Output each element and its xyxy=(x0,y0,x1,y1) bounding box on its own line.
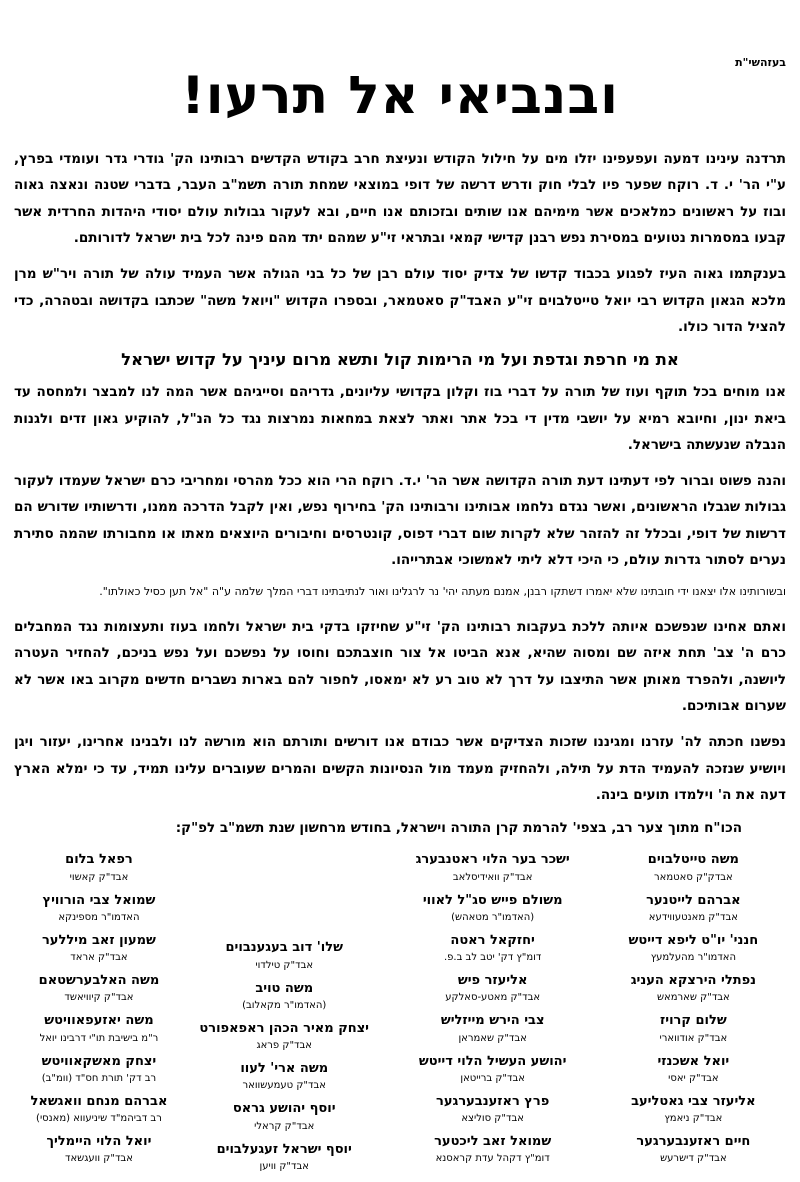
signatory-title: אבד"ק מאנטעווידעא xyxy=(648,911,738,923)
signatory-title: האדמו"ר מהעלמעץ xyxy=(650,952,737,963)
signatory-name: אליעזר פיש xyxy=(457,973,528,988)
signatory-title: דומ"ץ דק' יטב לב ב.פ. xyxy=(443,952,542,963)
paragraph-2: בענקתמו גאוה העיז לפגוע בכבוד קדשו של צדיק יסוד עולם רבן של כל בני הגולה אשר העמיד עולה של תורה ויר"ש מרן מלכא הגאון הקדוש רבי יואל טייטלבוים זי"ע האבד"ק סאטמאר, ובספרו הקדוש "ויואל משה" שכתבו בקדושה ובטהרה, כדי להציל הדור כולו. xyxy=(14,266,786,335)
signatory-title: אבד"ק קיוויאשד xyxy=(64,992,134,1004)
signatory-title: אבד"ק ניאמץ xyxy=(664,1113,723,1124)
signature-entry xyxy=(184,981,385,1012)
signatory-name: משה יאזעפאוויטש xyxy=(44,1013,154,1029)
signature-entry xyxy=(14,893,184,924)
signature-column-3 xyxy=(184,852,385,1182)
signatory-name: יוסף ישראל זעגעלבוים xyxy=(216,1141,352,1157)
signature-entry xyxy=(14,933,184,964)
signatory-title: (האדמו"ר מטאהש) xyxy=(451,911,535,923)
signatory-title: אבדק"ק סאטמאר xyxy=(654,871,733,883)
signature-entry xyxy=(601,1134,786,1165)
signature-entry xyxy=(184,1142,385,1173)
signature-entry xyxy=(385,933,601,964)
signatory-name: אברהם לייטנער xyxy=(646,892,741,908)
paragraph-5-small: ובשורותינו אלו יצאנו ידי חובתינו שלא יאמרו דשתקו רבנן, אמנם מעתה יהי' נר לרגלינו ואור לנתיבתינו דברי המלך שלמה ע"ה "אל תען כסיל כאולתו". xyxy=(99,585,786,599)
signature-entry xyxy=(601,973,786,1004)
signature-entry xyxy=(601,1094,786,1125)
signatory-name: משולם פייש סג"ל לאווי xyxy=(422,892,563,908)
signature-entry xyxy=(184,940,385,971)
signatory-name: חנני' יו"ט ליפא דייטש xyxy=(628,932,759,948)
blessing-corner-text: בעזהשי"ת xyxy=(735,56,786,69)
signatory-title: אבד"ק טילדוי xyxy=(255,959,314,971)
signatory-name: משה טייטלבוים xyxy=(647,852,739,868)
signatory-name: יצחק מאשקאוויטש xyxy=(41,1053,157,1069)
paragraph-4: והנה פשוט וברור לפי דעתינו דעת תורה הקדושה אשר הר' י.ד. רוקח הרי הוא ככל מהרסי ומחריבי כרם ישראל שעמדו לעקור גבולות שגבלו הראשונים, ואשר נגדם נלחמו אבותינו ורבותינו הק' בחירוף נפש, ואין לקבל הדרכה ממנו, ודרשותיו שדורש הם דרשות של דופי, ובכלל זה להזהר שלא לקרות שום דברי דפוס, קונטרסים וחיבורים היוצאים מאתו או מחבורתו שהמה סתירת נערים לסתור גדרות עולם, כי היכי דלא ליתי לאמשוכי אבתרייהו. xyxy=(14,473,786,569)
signatory-name: נפתלי הירצקא העניג xyxy=(630,973,757,988)
signatory-name: משה טויב xyxy=(255,980,314,996)
signature-entry xyxy=(14,1013,184,1044)
signatory-name: שמעון זאב מיללער xyxy=(41,932,156,948)
signatory-name: שלו' דוב בעגענבוים xyxy=(225,940,343,956)
emphasis-line: את מי חרפת וגדפת ועל מי הרימות קול ותשא מרום עיניך על קדוש ישראל xyxy=(121,350,679,370)
signatory-title: אבד"ק ברייטאן xyxy=(460,1072,525,1084)
signature-column-4 xyxy=(14,852,184,1174)
signatory-name: רפאל בלום xyxy=(65,852,133,868)
signature-entry xyxy=(385,893,601,924)
signature-entry xyxy=(14,1054,184,1085)
signature-entry xyxy=(385,973,601,1004)
signatory-name: אברהם מנחם וואגשאל xyxy=(30,1093,168,1109)
signature-entry xyxy=(385,1094,601,1125)
signatory-title: ר"מ בישיבת תו"י דרבינו יואל xyxy=(39,1032,159,1044)
signatory-title: דומ"ץ דקהל עדת קראסנא xyxy=(435,1153,550,1165)
signatory-title: אבד"ק מאטע-סאלקע xyxy=(445,992,541,1004)
signatory-name: יואל הלוי היימליך xyxy=(46,1134,152,1149)
signature-entry xyxy=(184,1101,385,1132)
signatory-title: האדמו"ר מספינקא xyxy=(58,911,140,923)
signatory-name: יחזקאל ראטה xyxy=(450,932,535,948)
signature-entry xyxy=(184,1021,385,1052)
signatory-title: אבד"ק שארמאש xyxy=(656,992,730,1004)
signatory-name: יוסף יהושע גראס xyxy=(232,1101,336,1117)
signature-entry xyxy=(184,1061,385,1092)
signatory-title: אבד"ק דישרעש xyxy=(660,1153,727,1165)
signatory-name: ישכר בער הלוי ראטנבערג xyxy=(415,852,570,868)
signature-column-2 xyxy=(385,852,601,1174)
paragraph-7: נפשנו חכתה לה' עזרנו ומגיננו שזכות הצדיקים אשר כבודם אנו דורשים ותורתם הוא מורשה לנו ולבנינו אחרינו, יעזור ויגן ויושיע שנזכה להעמיד הדת על תילה, ולהחזיק מעמד מול הנסיונות הקשים והמרים שעוברים עלינו תמיד, עד כי ימלא הארץ דעה את ה' וילמדו תועים בינה. xyxy=(14,734,786,803)
signature-entry xyxy=(601,1013,786,1044)
signature-entry xyxy=(601,852,786,883)
signatory-name: אליעזר צבי גאטליעב xyxy=(631,1093,756,1109)
paragraph-6: ואתם אחינו שנפשכם איותה ללכת בעקבות רבותינו הק' זי"ע שחיזקו בדקי בית ישראל ולחמו בעוז ותעצומות נגד המחבלים כרם ה' צב' תחת איזה שם ומסוה שהיא, אנא הביטו אל צור חוצבתכם וחוסו על נפשכם ועל נפש בניכם, להחזיר העטרה ליושנה, ולהפרד מאותן אשר התיצבו על דרך לא טוב רע לא ימאסו, לחפור להם בארות נשברים חדשים מקרוב באו אשר לא שערום אבותיכם. xyxy=(14,619,786,714)
signatory-name: שלום קרויז xyxy=(660,1013,727,1029)
signing-line: הכו"ח מתוך צער רב, בצפי' להרמת קרן התורה וישראל, בחודש מרחשון שנת תשמ"ב לפ"ק: xyxy=(175,820,742,837)
signatory-title: רב דביהמ"ד שיניעווא (מאנסי) xyxy=(36,1113,162,1124)
signature-entry xyxy=(14,852,184,883)
signatory-title: אבד"ק פראג xyxy=(256,1040,312,1051)
signatory-name: משה ארי' לעוו xyxy=(240,1061,329,1076)
signatory-name: שמואל צבי הורוויץ xyxy=(42,892,156,908)
signatory-title: (האדמו"ר מקאלוב) xyxy=(242,999,327,1011)
signatory-title: אבד"ק וועגשאד xyxy=(65,1153,133,1165)
signature-entry xyxy=(14,1134,184,1165)
paragraph-3: אנו מוחים בכל תוקף ועוז של תורה על דברי בוז וקלון בקדושי עליונים, גדריהם וסייגיהם אשר המה לנו למבצר ולמחסה עד ביאת ינון, וחיובא רמיא על יושבי מדין די בכל אתר ואתר לצאת במחאות נמרצות נגד כל הנ"ל, להוקיע גאון זדים ולגנות הנבלה שנעשתה בישראל. xyxy=(14,384,786,453)
signatory-name: יואל אשכנזי xyxy=(657,1053,730,1069)
signature-entry xyxy=(385,1013,601,1044)
signature-entry xyxy=(385,1054,601,1085)
page-title: ובנביאי אל תרעו! xyxy=(181,66,619,126)
signature-entry xyxy=(601,893,786,924)
signatory-title: אבד"ק סוליצא xyxy=(461,1113,524,1124)
signatory-title: אבד"ק קראלי xyxy=(254,1120,315,1132)
signature-entry xyxy=(601,1054,786,1085)
signatory-name: פרץ ראזענבערגער xyxy=(436,1093,550,1109)
signature-entry xyxy=(14,973,184,1004)
signatory-name: משה האלבערשטאם xyxy=(38,973,160,988)
paragraph-1: תרדנה עינינו דמעה ועפעפינו יזלו מים על חילול הקודש ונעיצת חרב בקודש הקדשים רבותינו הק' גודרי גדר ועומדי בפרץ, ע"י הר' י. ד. רוקח שפער פיו לבלי חוק ודרש דרשה של דופי במוצאי שמחת תורה תשמ"ב העבר, בדברי שטנה ונאצה גאוה ובוז על ראשונים כמלאכים אשר מימיהם אנו שותים ובזכותם אנו חיים, ובא לעקור גבולות עולם יסודי היהדות החרדית אשר קבעו במסמרות נטועים במסירת נפש רבנן קדישי קמאי ובתראי זי"ע שמהם יתד מהם פינה לכל בית ישראל לדורותם. xyxy=(14,151,786,246)
signatory-title: אבד"ק טעמעשוואר xyxy=(242,1080,326,1092)
signature-entry xyxy=(385,852,601,883)
signature-entry xyxy=(385,1134,601,1165)
signatory-title: אבד"ק וואידיסלאב xyxy=(452,871,533,883)
signatory-name: יצחק מאיר הכהן ראפאפורט xyxy=(199,1020,370,1036)
signatory-title: אבד"ק אודווארי xyxy=(659,1032,728,1044)
signature-entry xyxy=(601,933,786,964)
signatory-title: אבד"ק יאסי xyxy=(668,1072,719,1084)
signatures-block xyxy=(14,852,786,1182)
signatory-name: יהושע העשיל הלוי דייטש xyxy=(418,1053,567,1069)
signatory-title: אבד"ק וויען xyxy=(259,1160,309,1172)
signatory-title: רב דק' תורת חס"ד (וומ"ב) xyxy=(41,1072,157,1084)
signature-column-1 xyxy=(601,852,786,1174)
signatory-title: אבד"ק אראד xyxy=(70,952,128,963)
signatory-name: חיים ראזענבערגער xyxy=(636,1134,751,1149)
signature-entry xyxy=(14,1094,184,1125)
signatory-name: שמואל זאב ליכטער xyxy=(434,1134,552,1149)
signatory-name: צבי הירש מייזליש xyxy=(440,1013,545,1029)
signatory-title: אבד"ק שאמראן xyxy=(458,1032,527,1044)
signatory-title: אבד"ק קאשוי xyxy=(69,871,129,883)
